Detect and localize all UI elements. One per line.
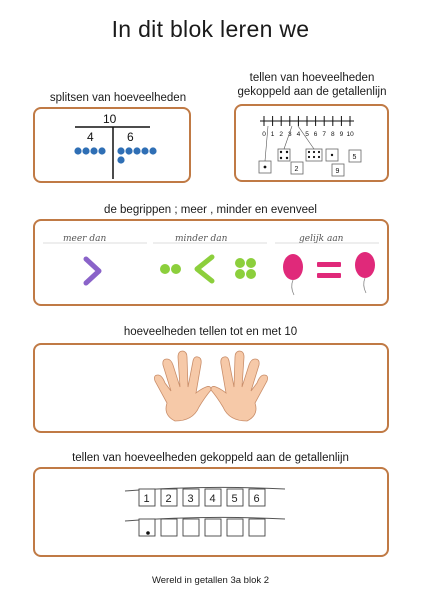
split-left: 4 [87,130,94,144]
split-dots-left [74,147,105,154]
count-line-label-2: gekoppeld aan de getallenlijn [237,86,387,98]
number-line-tick-label: 5 [305,131,309,138]
concepts-illustration [35,221,387,304]
number-line-tick-label: 2 [279,131,284,138]
split-box [33,107,191,183]
number-line-tick-label: 3 [288,131,292,138]
number-line-cards-box [33,467,389,557]
less-than-card [153,234,267,281]
empty-dot-card [249,519,265,536]
more-than-text: meer dan [63,234,107,244]
card-number-3: 5 [352,154,357,161]
empty-dot-card [183,519,199,536]
number-line-tick-label: 9 [339,131,344,138]
count-line-label-1: tellen van hoeveelheden [249,72,375,84]
balloon-icon [283,254,303,280]
washing-line-illustration [35,469,387,555]
empty-dot-card [205,519,221,536]
concepts-box [33,219,389,306]
card-number-1: 2 [294,166,299,173]
number-line-tick-label: 4 [296,131,301,138]
equal-card [275,234,379,295]
concepts-label: de begrippen ; meer , minder en evenveel [104,204,317,216]
card-number-2: 9 [335,168,340,175]
count-line-box [234,104,389,182]
number-line-cards-label: tellen van hoeveelheden gekoppeld aan de getallenlijn [72,452,349,464]
number-card-label: 5 [231,493,238,505]
page-title: In dit blok leren we [111,16,310,42]
two-hands-illustration [35,345,387,431]
number-line-tick-label: 6 [313,131,318,138]
number-line-tick-label: 8 [331,131,335,138]
split-dots-right [117,147,156,163]
number-line-tick-label: 10 [346,131,354,138]
equal-text: gelijk aan [299,234,344,244]
number-card-label: 2 [165,493,172,505]
counting-label: hoeveelheden tellen tot en met 10 [123,326,298,338]
less-than-icon [197,257,212,281]
less-than-text: minder dan [175,234,228,244]
number-line-tick-label: 7 [322,131,327,138]
number-line-tick-label: 1 [270,131,275,138]
footer-text: Wereld in getallen 3a blok 2 [151,575,270,586]
counting-box [33,343,389,433]
number-line-tick-label: 0 [262,131,266,138]
balloon-icon-2 [355,252,375,278]
greater-than-icon [86,259,99,283]
number-card-label: 6 [253,493,260,505]
split-right: 6 [127,130,134,144]
number-line-illustration [236,106,387,180]
number-card-label: 3 [187,493,194,505]
more-than-card [43,234,147,283]
empty-dot-card [161,519,177,536]
number-card-label: 4 [209,493,216,505]
empty-dot-card [227,519,243,536]
number-card-label: 1 [143,493,150,505]
split-illustration [35,109,189,181]
split-label: splitsen van hoeveelheden [49,92,187,104]
split-total: 10 [103,112,117,126]
